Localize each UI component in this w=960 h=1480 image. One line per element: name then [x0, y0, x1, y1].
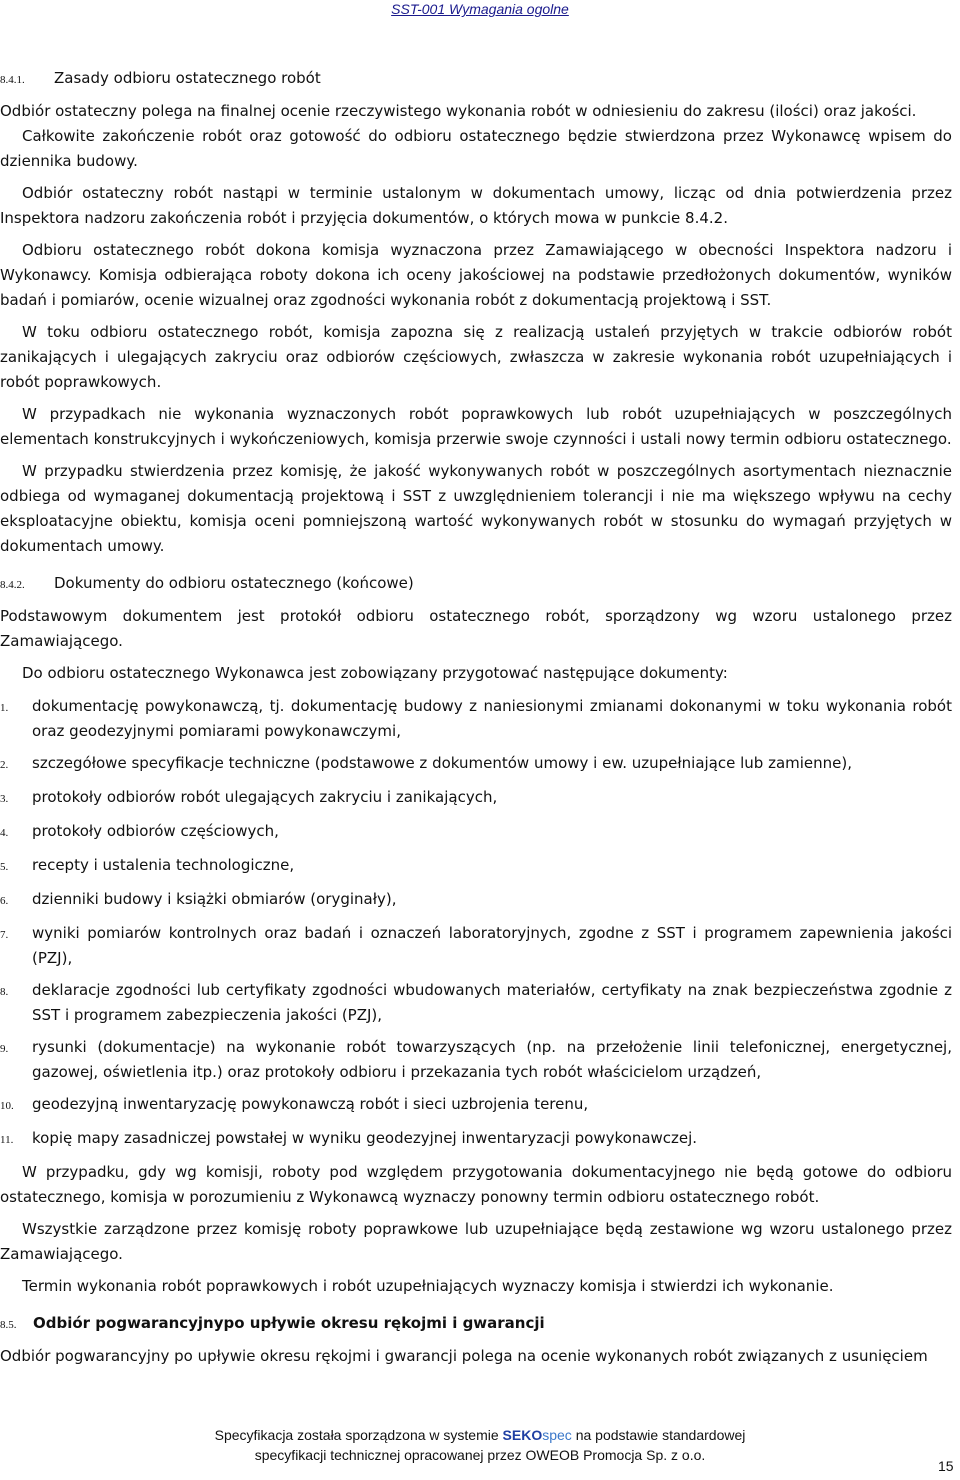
list-item-text: rysunki (dokumentacje) na wykonanie robót towarzyszących (np. na przełożenie linii telefonicznej, energetycznej, gazowej, oświetlenia itp.) oraz protokoły odbioru i przekazania tych robót właścicielom urządzeń, — [32, 1038, 952, 1081]
list-item — [0, 1092, 952, 1119]
list-item-text: deklaracje zgodności lub certyfikaty zgodności wbudowanych materiałów, certyfikaty na znak bezpieczeństwa zgodnie z SST i programem zabezpieczenia jakości (PZJ), — [32, 981, 952, 1024]
section-8-4-1-heading — [0, 66, 952, 93]
paragraph: W przypadkach nie wykonania wyznaczonych robót poprawkowych lub robót uzupełniających w poszczególnych elementach konstrukcyjnych i wykończeniowych, komisja przerwie swoje czynności i ustali nowy termin odbioru ostatecznego. — [0, 405, 952, 448]
list-item — [0, 785, 952, 812]
list-item-number: 8. — [0, 986, 9, 998]
list-item — [0, 978, 952, 1028]
list-item-number: 5. — [0, 861, 9, 873]
section-8-4-2-heading — [0, 571, 952, 598]
footer-line-2: specyfikacji technicznej opracowanej przez OWEOB Promocja Sp. z o.o. — [254, 1447, 706, 1463]
footer-line-1 — [0, 1425, 960, 1445]
documents-list — [0, 694, 952, 1153]
paragraph: Odbiór ostateczny polega na finalnej ocenie rzeczywistego wykonania robót w odniesieniu do zakresu (ilości) oraz jakości. — [0, 102, 917, 120]
list-item-text: protokoły odbiorów częściowych, — [32, 822, 279, 840]
paragraph: Podstawowym dokumentem jest protokół odbioru ostatecznego robót, sporządzony wg wzoru ustalonego przez Zamawiającego. — [0, 607, 952, 650]
list-item — [0, 1126, 952, 1153]
page-footer — [0, 1425, 960, 1465]
list-item-text: szczegółowe specyfikacje techniczne (podstawowe z dokumentów umowy i ew. uzupełniające lub zamienne), — [32, 754, 853, 772]
paragraph: Wszystkie zarządzone przez komisję roboty poprawkowe lub uzupełniające będą zestawione wg wzoru ustalonego przez Zamawiającego. — [0, 1220, 952, 1263]
section-title: Odbiór pogwarancyjnypo upływie okresu rękojmi i gwarancji — [33, 1314, 545, 1332]
list-item — [0, 887, 952, 914]
section-title: Zasady odbioru ostatecznego robót — [54, 69, 321, 87]
list-item — [0, 694, 952, 744]
list-item-text: protokoły odbiorów robót ulegających zakryciu i zanikających, — [32, 788, 498, 806]
page-number: 15 — [938, 1458, 954, 1474]
paragraph: Całkowite zakończenie robót oraz gotowość do odbioru ostatecznego będzie stwierdzona przez Wykonawcę wpisem do dziennika budowy. — [0, 127, 952, 170]
seko-logo: SEKOspec — [502, 1427, 572, 1443]
section-number: 8.4.2. — [0, 579, 25, 591]
list-item — [0, 1035, 952, 1085]
list-item-number: 9. — [0, 1043, 9, 1055]
list-item-text: wyniki pomiarów kontrolnych oraz badań i oznaczeń laboratoryjnych, zgodne z SST i programem zapewnienia jakości (PZJ), — [32, 924, 952, 967]
list-item-text: dokumentację powykonawczą, tj. dokumentację budowy z naniesionymi zmianami dokonanymi w toku wykonania robót oraz geodezyjnymi pomiarami powykonawczymi, — [32, 697, 952, 740]
list-item-text: dzienniki budowy i książki obmiarów (oryginały), — [32, 890, 397, 908]
list-item-number: 2. — [0, 759, 9, 771]
list-item-number: 1. — [0, 702, 9, 714]
paragraph: Odbiór ostateczny robót nastąpi w terminie ustalonym w dokumentach umowy, licząc od dnia potwierdzenia przez Inspektora nadzoru zakończenia robót i przyjęcia dokumentów, o których mowa w punkcie 8.4.2. — [0, 184, 952, 227]
paragraph: Do odbioru ostatecznego Wykonawca jest zobowiązany przygotować następujące dokumenty: — [22, 664, 728, 682]
list-item — [0, 751, 952, 778]
paragraph: Odbioru ostatecznego robót dokona komisja wyznaczona przez Zamawiającego w obecności Inspektora nadzoru i Wykonawcy. Komisja odbierająca roboty dokona ich oceny jakościowej na podstawie przedłożonych dokumentów, wyników badań i pomiarów, ocenie wizualnej oraz zgodności wykonania robót z dokumentacją projektową i SST. — [0, 241, 952, 309]
list-item — [0, 819, 952, 846]
list-item-text: geodezyjną inwentaryzację powykonawczą robót i sieci uzbrojenia terenu, — [32, 1095, 589, 1113]
list-item-text: recepty i ustalenia technologiczne, — [32, 856, 295, 874]
list-item-number: 7. — [0, 929, 9, 941]
paragraph: W przypadku, gdy wg komisji, roboty pod względem przygotowania dokumentacyjnego nie będą gotowe do odbioru ostatecznego, komisja w porozumieniu z Wykonawcą wyznaczy ponowny termin odbioru ostatecznego robót. — [0, 1163, 952, 1206]
document-body — [0, 66, 952, 1369]
list-item-number: 3. — [0, 793, 9, 805]
list-item-number: 11. — [0, 1134, 14, 1146]
list-item-number: 10. — [0, 1100, 14, 1112]
footer-text: Specyfikacja została sporządzona w systemie — [214, 1427, 499, 1443]
section-number: 8.4.1. — [0, 74, 25, 86]
footer-text: na podstawie standardowej — [575, 1427, 746, 1443]
paragraph: W toku odbioru ostatecznego robót, komisja zapozna się z realizacją ustaleń przyjętych w trakcie odbiorów robót zanikających i ulegających zakryciu oraz odbiorów częściowych, zwłaszcza w zakresie wykonania robót uzupełniających i robót poprawkowych. — [0, 323, 952, 391]
section-number: 8.5. — [0, 1319, 17, 1331]
section-title: Dokumenty do odbioru ostatecznego (końcowe) — [54, 574, 414, 592]
paragraph: Odbiór pogwarancyjny po upływie okresu rękojmi i gwarancji polega na ocenie wykonanych robót związanych z usunięciem — [0, 1347, 928, 1365]
list-item — [0, 921, 952, 971]
list-item-text: kopię mapy zasadniczej powstałej w wyniku geodezyjnej inwentaryzacji powykonawczej. — [32, 1129, 698, 1147]
document-header-title: SST-001 Wymagania ogolne — [391, 1, 569, 17]
section-8-5-heading — [0, 1311, 952, 1338]
list-item-number: 6. — [0, 895, 9, 907]
list-item-number: 4. — [0, 827, 9, 839]
paragraph: W przypadku stwierdzenia przez komisję, że jakość wykonywanych robót w poszczególnych asortymentach nieznacznie odbiega od wymaganej dokumentacją projektową i SST z uwzględnieniem tolerancji i nie ma większego wpływu na cechy eksploatacyjne obiektu, komisja oceni pomniejszoną wartość wykonywanych robót w stosunku do wymagań przyjętych w dokumentach umowy. — [0, 462, 952, 555]
paragraph: Termin wykonania robót poprawkowych i robót uzupełniających wyznaczy komisja i stwierdzi ich wykonanie. — [22, 1277, 834, 1295]
list-item — [0, 853, 952, 880]
